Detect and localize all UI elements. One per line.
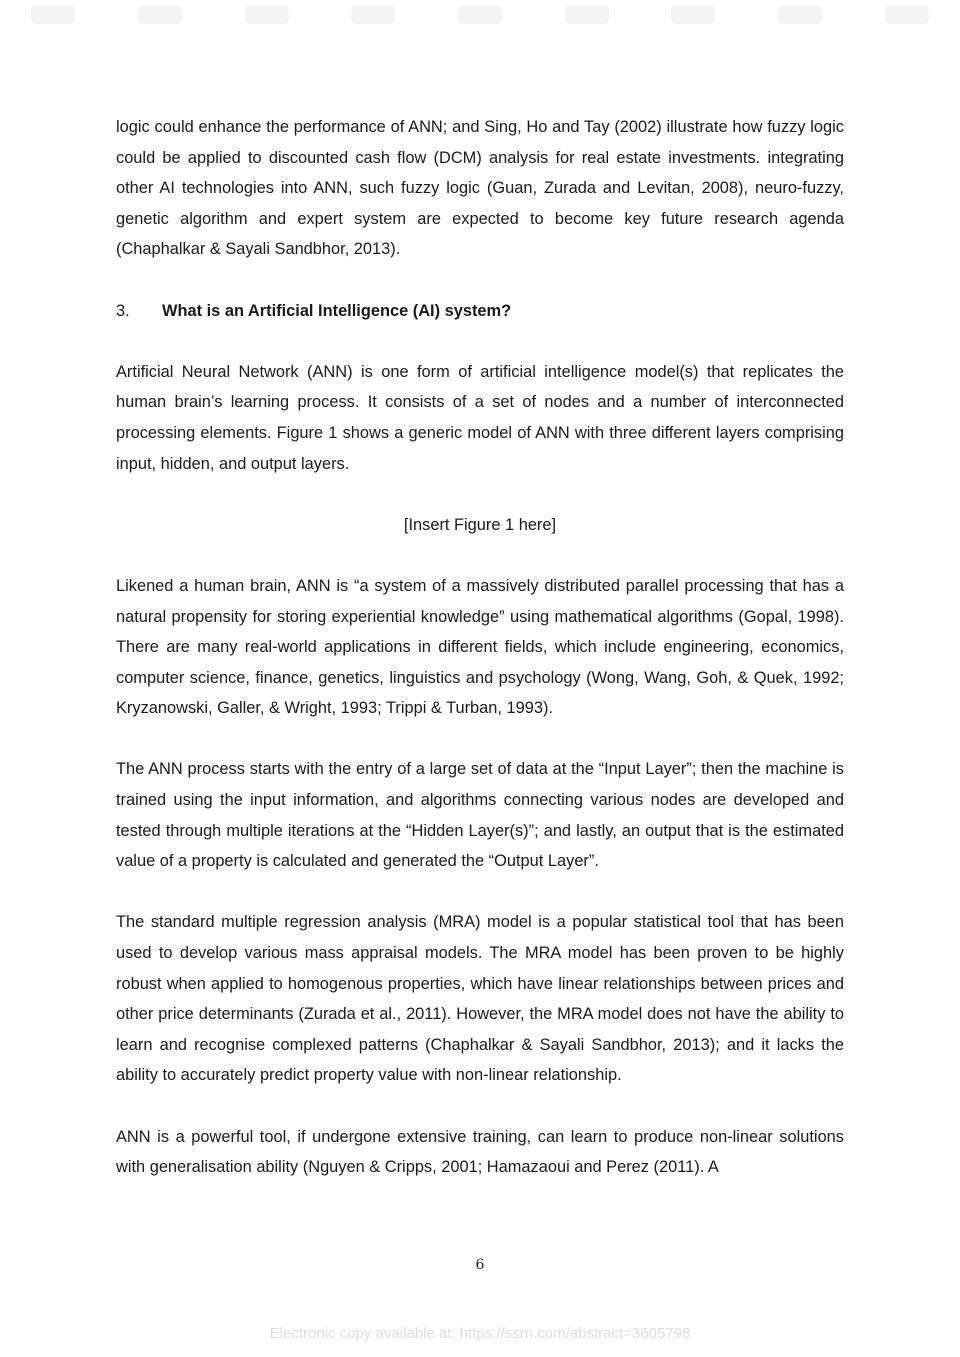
watermark [0,0,960,30]
page-number: 6 [475,1257,485,1273]
watermark-mark [885,6,929,24]
paragraph-mra-model: The standard multiple regression analysis (MRA) model is a popular statistical tool that has been used to develop various mass appraisal models. The MRA model has been proven to be highly robust when applied to homogenous properties, which have linear relationships between prices and other price determinants (Zurada et al., 2011). However, the MRA model does not have the ability to learn and recognise complexed patterns (Chaphalkar & Sayali Sandbhor, 2013); and it lacks the ability to accurately predict property value with non-linear relationship. [116,913,844,1085]
paragraph-ann-tool: ANN is a powerful tool, if undergone extensive training, can learn to produce non-linear solutions with generalisation ability (Nguyen & Cripps, 2001; Hamazaoui and Perez (2011). A [116,1127,844,1177]
figure-placeholder: [Insert Figure 1 here] [403,515,557,534]
watermark-mark [31,6,75,24]
watermark-mark [351,6,395,24]
watermark-mark [778,6,822,24]
paragraph-ann-process: The ANN process starts with the entry of a large set of data at the “Input Layer”; then the machine is trained using the input information, and algorithms connecting various nodes are developed and tested through multiple iterations at the “Hidden Layer(s)”; and lastly, an output that is the estimated value of a property is calculated and generated the “Output Layer”. [116,760,844,871]
paragraph-ann-applications: Likened a human brain, ANN is “a system of a massively distributed parallel processing that has a natural propensity for storing experiential knowledge” using mathematical algorithms (Gopal, 1998). There are many real-world applications in different fields, which include engineering, economics, computer science, finance, genetics, linguistics and psychology (Wong, Wang, Goh, & Quek, 1992; Kryzanowski, Galler, & Wright, 1993; Trippi & Turban, 1993). [116,576,844,718]
body-text [116,112,844,1213]
section-heading [116,296,844,327]
watermark-mark [565,6,609,24]
paragraph-fuzzy-logic: logic could enhance the performance of ANN; and Sing, Ho and Tay (2002) illustrate how fuzzy logic could be applied to discounted cash flow (DCM) analysis for real estate investments. integrating other AI technologies into ANN, such fuzzy logic (Guan, Zurada and Levitan, 2008), neuro-fuzzy, genetic algorithm and expert system are expected to become key future research agenda (Chaphalkar & Sayali Sandbhor, 2013). [116,118,844,259]
section-number: 3. [116,301,130,320]
watermark-mark [458,6,502,24]
footer-note: Electronic copy available at: https://ssrn.com/abstract=3605798 [269,1325,691,1342]
section-title: What is an Artificial Intelligence (AI) system? [162,301,512,320]
watermark-mark [138,6,182,24]
watermark-mark [671,6,715,24]
paragraph-ann-definition: Artificial Neural Network (ANN) is one form of artificial intelligence model(s) that replicates the human brain’s learning process. It consists of a set of nodes and a number of interconnected processing elements. Figure 1 shows a generic model of ANN with three different layers comprising input, hidden, and output layers. [116,362,844,473]
watermark-mark [245,6,289,24]
